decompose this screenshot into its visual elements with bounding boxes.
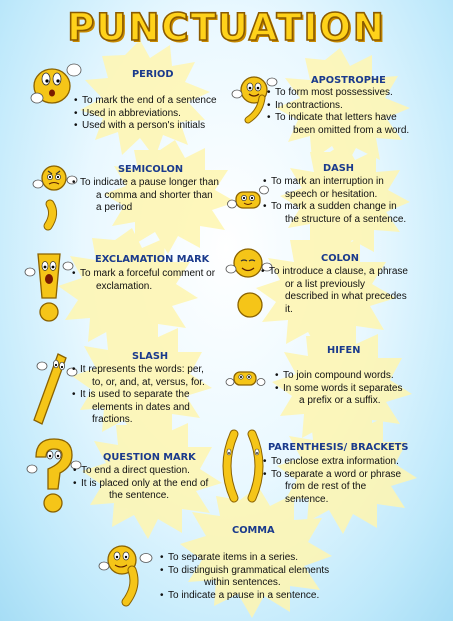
parenthesis-character-icon [218, 430, 268, 502]
exclamation-item-1-text: To mark a forceful comment or [80, 268, 216, 279]
question-heading: QUESTION MARK [103, 452, 196, 463]
dash-item-2 [263, 201, 406, 226]
comma-character-icon [98, 536, 162, 608]
question-item-2-text: It is placed only at the end of [81, 477, 209, 489]
semicolon-item-1-text: To indicate a pause longer than [80, 177, 219, 188]
apostrophe-item-3-cont: been omitted from a word. [293, 124, 410, 136]
exclamation-list [72, 268, 215, 293]
comma-heading: COMMA [232, 525, 275, 536]
slash-item-2-cont-1: elements in dates and [92, 401, 190, 413]
parenthesis-item-1: • To enclose extra information. [263, 456, 401, 469]
hifen-item-2-cont: a prefix or a suffix. [299, 395, 381, 407]
period-item-1: • To mark the end of a sentence [74, 95, 217, 108]
comma-item-3: • To indicate a pause in a sentence. [160, 590, 329, 603]
slash-item-1-cont: to, or, and, at, versus, for. [92, 376, 205, 388]
comma-item-2 [160, 565, 329, 590]
poster-title: PUNCTUATION [67, 6, 386, 49]
slash-item-1 [72, 364, 205, 389]
exclamation-character-icon [26, 248, 78, 328]
comma-item-1: • To separate items in a series. [160, 552, 329, 565]
colon-item-1-cont-1: or a list previously [285, 278, 366, 290]
semicolon-item-1 [72, 177, 219, 215]
exclamation-heading: EXCLAMATION MARK [95, 254, 210, 265]
dash-item-1 [263, 176, 406, 201]
hifen-list [275, 370, 403, 408]
parenthesis-item-2-cont-2: sentence. [285, 493, 329, 505]
dash-item-2-cont: the structure of a sentence. [285, 213, 407, 225]
period-heading: PERIOD [132, 69, 174, 80]
colon-item-1 [261, 266, 408, 316]
semicolon-list [72, 177, 219, 215]
colon-heading: COLON [321, 253, 359, 264]
slash-item-2-cont-2: fractions. [92, 414, 133, 426]
comma-item-2-cont: within sentences. [204, 577, 281, 589]
slash-character-icon [30, 350, 78, 430]
parenthesis-item-2-text: To separate a word or phrase [271, 468, 402, 480]
period-item-2: • Used in abbreviations. [74, 108, 217, 121]
hifen-heading: HIFEN [327, 345, 361, 356]
parenthesis-item-2 [263, 469, 401, 507]
colon-item-1-cont-3: it. [285, 303, 293, 315]
apostrophe-heading: APOSTROPHE [311, 75, 386, 86]
question-item-2-cont: the sentence. [109, 490, 170, 502]
hifen-item-2-text: In some words it separates [283, 382, 403, 394]
slash-item-1-text: It represents the words: per, [80, 364, 204, 375]
dash-list [263, 176, 406, 226]
comma-list [160, 552, 329, 602]
colon-list [261, 266, 408, 316]
dash-item-1-text: To mark an interruption in [271, 176, 384, 187]
apostrophe-list [267, 87, 409, 137]
colon-item-1-text: To introduce a clause, a phrase [269, 266, 408, 277]
period-item-3: • Used with a person's initials [74, 120, 217, 133]
slash-list [72, 364, 205, 427]
colon-item-1-cont-2: described in what precedes [285, 291, 407, 303]
parenthesis-list [263, 456, 401, 506]
semicolon-item-1-cont-1: a comma and shorter than [96, 189, 213, 201]
apostrophe-item-2: • In contractions. [267, 100, 409, 113]
hifen-item-2 [275, 383, 403, 408]
parenthesis-heading: PARENTHESIS/ BRACKETS [268, 442, 409, 453]
semicolon-item-1-cont-2: a period [96, 202, 133, 214]
semicolon-heading: SEMICOLON [118, 164, 184, 175]
question-item-2 [73, 478, 208, 503]
comma-item-2-text: To distinguish grammatical elements [168, 564, 330, 576]
apostrophe-item-1: • To form most possessives. [267, 87, 409, 100]
dash-heading: DASH [323, 163, 354, 174]
apostrophe-item-3-text: To indicate that letters have [275, 112, 397, 124]
hifen-item-1: • To join compound words. [275, 370, 403, 383]
slash-heading: SLASH [132, 351, 169, 362]
dash-item-1-cont: speech or hesitation. [285, 188, 378, 200]
parenthesis-item-2-cont-1: from de rest of the [285, 481, 367, 493]
dash-item-2-text: To mark a sudden change in [271, 201, 397, 213]
slash-item-2 [72, 389, 205, 427]
question-list [73, 465, 208, 503]
question-item-1: • To end a direct question. [73, 465, 208, 478]
exclamation-item-1-cont: exclamation. [96, 280, 153, 292]
hyphen-character-icon [226, 366, 268, 396]
apostrophe-item-3 [267, 112, 409, 137]
exclamation-item-1 [72, 268, 215, 293]
slash-item-2-text: It is used to separate the [80, 389, 190, 401]
period-list [74, 95, 217, 133]
